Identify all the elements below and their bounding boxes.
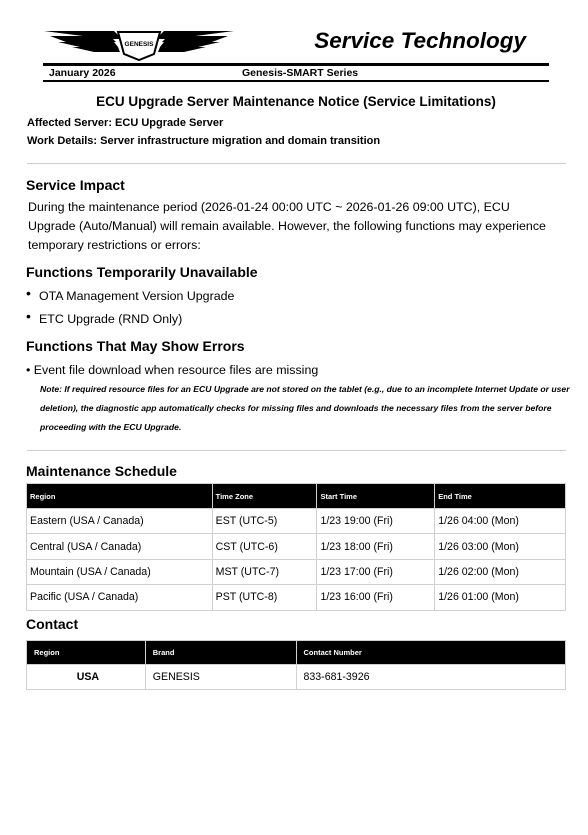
contact-heading: Contact <box>26 616 79 632</box>
bullet-icon: • <box>26 285 31 301</box>
header-series: Genesis-SMART Series <box>242 67 359 79</box>
table-cell: PST (UTC-8) <box>212 585 317 610</box>
affected-server: Affected Server: ECU Upgrade Server <box>27 117 224 129</box>
logo-text: GENESIS <box>124 41 154 48</box>
errors-heading: Functions That May Show Errors <box>26 338 245 354</box>
table-cell: Central (USA / Canada) <box>27 534 213 559</box>
column-header: End Time <box>435 484 566 509</box>
table-cell: USA <box>27 665 146 690</box>
table-cell: 1/23 17:00 (Fri) <box>317 559 435 584</box>
document-title: ECU Upgrade Server Maintenance Notice (Service Limitations) <box>96 94 496 109</box>
genesis-wing-logo <box>44 27 234 63</box>
column-header: Region <box>27 641 146 665</box>
list-item <box>26 363 318 377</box>
bullet-icon: • <box>26 308 31 324</box>
table-cell: EST (UTC-5) <box>212 509 317 534</box>
header-rule-bottom <box>43 80 549 82</box>
table-cell: 1/23 19:00 (Fri) <box>317 509 435 534</box>
column-header: Region <box>27 484 213 509</box>
contact-phone: 833-681-3926 <box>296 665 566 690</box>
list-item-text: OTA Management Version Upgrade <box>39 289 235 303</box>
table-row <box>27 585 566 610</box>
table-cell: GENESIS <box>145 665 296 690</box>
section-divider <box>27 450 566 451</box>
table-row <box>27 509 566 534</box>
header-title: Service Technology <box>314 28 526 53</box>
table-row <box>27 665 566 690</box>
table-row <box>27 559 566 584</box>
table-cell: 1/23 16:00 (Fri) <box>317 585 435 610</box>
header-rule-top <box>43 63 549 66</box>
table-cell: MST (UTC-7) <box>212 559 317 584</box>
work-details: Work Details: Server infrastructure migration and domain transition <box>27 135 381 147</box>
schedule-heading: Maintenance Schedule <box>26 463 177 479</box>
schedule-table <box>26 483 566 611</box>
table-row <box>27 534 566 559</box>
table-cell: CST (UTC-6) <box>212 534 317 559</box>
table-cell: Pacific (USA / Canada) <box>27 585 213 610</box>
table-cell: Mountain (USA / Canada) <box>27 559 213 584</box>
column-header: Time Zone <box>212 484 317 509</box>
table-header-row <box>27 641 566 665</box>
section-divider <box>27 163 566 164</box>
header-date: January 2026 <box>49 67 116 79</box>
table-header-row <box>27 484 566 509</box>
list-item-text: Event file download when resource files are missing <box>33 363 319 377</box>
table-cell: Eastern (USA / Canada) <box>27 509 213 534</box>
column-header: Contact Number <box>296 641 566 665</box>
column-header: Start Time <box>317 484 435 509</box>
table-cell: 1/26 01:00 (Mon) <box>435 585 566 610</box>
table-cell: 1/26 03:00 (Mon) <box>435 534 566 559</box>
service-impact-body: During the maintenance period (2026-01-24 00:00 UTC ~ 2026-01-26 09:00 UTC), ECU Upgrade (Auto/Manual) will remain available. However, the following functions may experience temporary restrictions or errors: <box>28 200 546 252</box>
table-cell: 1/26 02:00 (Mon) <box>435 559 566 584</box>
list-item-text: ETC Upgrade (RND Only) <box>39 312 183 326</box>
table-cell: 1/23 18:00 (Fri) <box>317 534 435 559</box>
contact-table <box>26 640 566 690</box>
column-header: Brand <box>145 641 296 665</box>
table-cell: 1/26 04:00 (Mon) <box>435 509 566 534</box>
note-text: Note: If required resource files for an ECU Upgrade are not stored on the tablet (e.g., due to an incomplete Internet Update or user deletion), the diagnostic app automatically checks for missing files and downloads the necessary files from the server before proceeding with the ECU Upgrade. <box>40 384 570 433</box>
bullet-icon: • <box>26 363 34 377</box>
unavailable-heading: Functions Temporarily Unavailable <box>26 264 258 280</box>
service-impact-heading: Service Impact <box>26 177 125 193</box>
